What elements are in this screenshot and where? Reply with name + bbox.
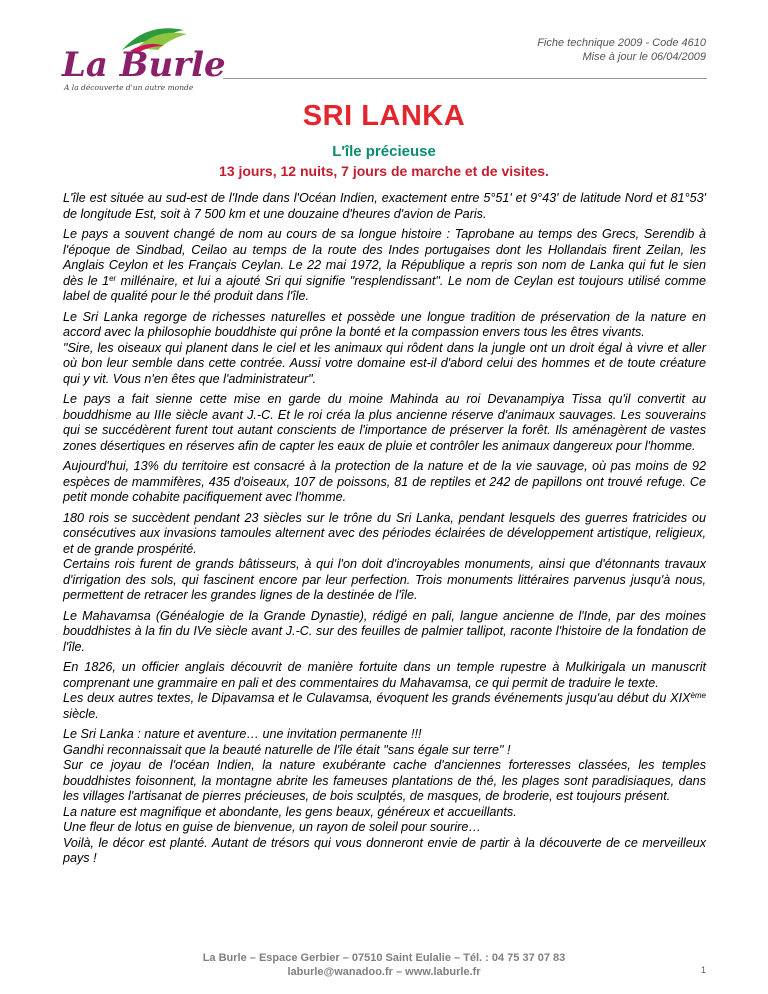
paragraph-location bbox=[63, 191, 706, 222]
page-subtitle: L'île précieuse bbox=[332, 143, 436, 160]
paragraph-wildlife bbox=[63, 459, 706, 506]
text-run: Certains rois furent de grands bâtisseurs, à qui l'on doit d'incroyables monuments, ainsi que d'étonnants travaux d'irrigation des sols, qui fascinent encore par leur perfection. Trois monuments littéraires parvenus jusqu'à nous, permettent de retracer les grandes lignes de la destinée de l'île. bbox=[63, 557, 706, 602]
trip-tagline: 13 jours, 12 nuits, 7 jours de marche et de visites. bbox=[219, 163, 549, 179]
fiche-code: Fiche technique 2009 - Code 4610 bbox=[537, 37, 706, 49]
paragraph-kings bbox=[63, 511, 706, 604]
svg-text:A la découverte d'un autre mon: A la découverte d'un autre monde bbox=[64, 83, 194, 92]
header-rule bbox=[223, 78, 707, 79]
document-meta bbox=[537, 36, 706, 64]
page-title: SRI LANKA bbox=[302, 100, 466, 132]
update-date: Mise à jour le 06/04/2009 bbox=[582, 51, 706, 63]
superscript: ème bbox=[690, 691, 706, 700]
page-number: 1 bbox=[700, 965, 706, 975]
text-run: Le Sri Lanka regorge de richesses naturelles et possède une longue tradition de préservation de la nature en accord avec la philosophie bouddhiste qui prône la bonté et la compassion envers tous les êtres vivants. bbox=[63, 309, 706, 339]
la-burle-logo bbox=[52, 20, 226, 95]
footer-address: La Burle – Espace Gerbier – 07510 Saint Eulalie – Tél. : 04 75 37 07 83 bbox=[202, 952, 566, 964]
paragraph-1826 bbox=[63, 660, 706, 722]
text-run: Sur ce joyau de l'océan Indien, la nature exubérante cache d'anciennes forteresses classées, les temples bouddhistes foisonnent, la montagne abrite les fameuses plantations de thé, les plages sont paradisiaques, dans les villages l'artisanat de pierres précieuses, de bois sculptés, de masques, de broderie, est toujours présent. bbox=[63, 758, 706, 803]
footer-contact: laburle@wanadoo.fr – www.laburle.fr bbox=[287, 966, 481, 978]
logo-graphic bbox=[52, 20, 226, 95]
paragraph-names bbox=[63, 227, 706, 305]
text-run: Le Sri Lanka : nature et aventure… une invitation permanente !!! bbox=[63, 727, 422, 741]
text-run: Le pays a fait sienne cette mise en garde du moine Mahinda au roi Devanampiya Tissa qu'il convertit au bouddhisme au IIIe siècle avant J.-C. Et le roi créa la plus ancienne réserve d'animaux sauvages. Les souverains qui se succédèrent furent tout autant conscients de l'importance de préserver la forêt. Ils aménagèrent de vastes zones désertiques en réserves afin de capter les eaux de pluie et contrôler les animaux dangereux pour l'homme. bbox=[63, 392, 706, 453]
text-run: L'île est située au sud-est de l'Inde dans l'Océan Indien, exactement entre 5°51' et 9°43' de latitude Nord et 81°53' de longitude Est, soit à 7 500 km et une douzaine d'heures d'avion de Paris. bbox=[63, 191, 706, 221]
text-run: Le Mahavamsa (Généalogie de la Grande Dynastie), rédigé en pali, langue ancienne de l'Inde, par des moines bouddhistes à la fin du IVe siècle avant J.-C. sur des feuilles de palmier tallipot, raconte l'histoire de la fondation de l'île. bbox=[63, 608, 706, 654]
text-run: siècle. bbox=[63, 706, 99, 721]
text-run: Aujourd'hui, 13% du territoire est consacré à la protection de la nature et de la vie sauvage, où pas moins de 92 espèces de mammifères, 435 d'oiseaux, 107 de poissons, 81 de reptiles et 242 de papillons ont trouvé refuge. Ce petit monde cohabite pacifiquement avec l'homme. bbox=[63, 459, 706, 504]
paragraph-mahinda bbox=[63, 392, 706, 454]
text-run: 180 rois se succèdent pendant 23 siècles sur le trône du Sri Lanka, pendant lesquels des guerres fratricides ou consécutives aux invasions tamoules alternent avec des périodes éclairées de développement artistique, religieux, et de grande prospérité. bbox=[63, 510, 706, 556]
paragraph-mahavamsa bbox=[63, 609, 706, 656]
text-run: Une fleur de lotus en guise de bienvenue, un rayon de soleil pour sourire… bbox=[63, 820, 481, 834]
paragraph-invitation bbox=[63, 727, 706, 867]
text-run: La nature est magnifique et abondante, les gens beaux, généreux et accueillants. bbox=[63, 804, 517, 819]
superscript: er bbox=[109, 273, 117, 283]
text-run: Les deux autres textes, le Dipavamsa et le Culavamsa, évoquent les grands événements jusqu'au début du XIX bbox=[63, 691, 691, 705]
text-run: Voilà, le décor est planté. Autant de trésors qui vous donneront envie de partir à la découverte de ce merveilleux pays ! bbox=[63, 835, 706, 865]
paragraph-nature bbox=[63, 310, 706, 388]
text-run: "Sire, les oiseaux qui planent dans le ciel et les animaux qui rôdent dans la jungle ont un droit égal à vivre et aller où bon leur semble dans cette contrée. Aussi votre domaine est-il d'abord celui des hommes et de toute créature qui y vit. Vous n'en êtes que l'administrateur". bbox=[63, 340, 706, 386]
svg-text:La Burle: La Burle bbox=[62, 45, 226, 85]
text-run: millénaire, et lui a ajouté Sri qui signifie "resplendissant". Le nom de Ceylan est toujours utilisé comme label de qualité pour le thé produit dans l'île. bbox=[63, 273, 706, 303]
text-run: Le pays a souvent changé de nom au cours de sa longue histoire : Taprobane au temps des Grecs, Serendib à l'époque de Sindbad, Ceilao au temps de la route des Indes portugaises dont les Hollandais firent Zeilan, les Anglais Ceylon et les Français Ceylan. Le 22 mai 1972, la République a repris son nom de Lanka qui fut le sien dès le 1 bbox=[63, 227, 706, 288]
text-run: Gandhi reconnaissait que la beauté naturelle de l'île était "sans égale sur terre" ! bbox=[63, 742, 511, 757]
page-footer bbox=[0, 951, 768, 979]
text-run: En 1826, un officier anglais découvrit de manière fortuite dans un temple rupestre à Mulkirigala un manuscrit comprenant une grammaire en pali et des commentaires du Mahavamsa, ce qui permit de traduire le texte. bbox=[63, 660, 706, 690]
body-text bbox=[63, 191, 706, 872]
